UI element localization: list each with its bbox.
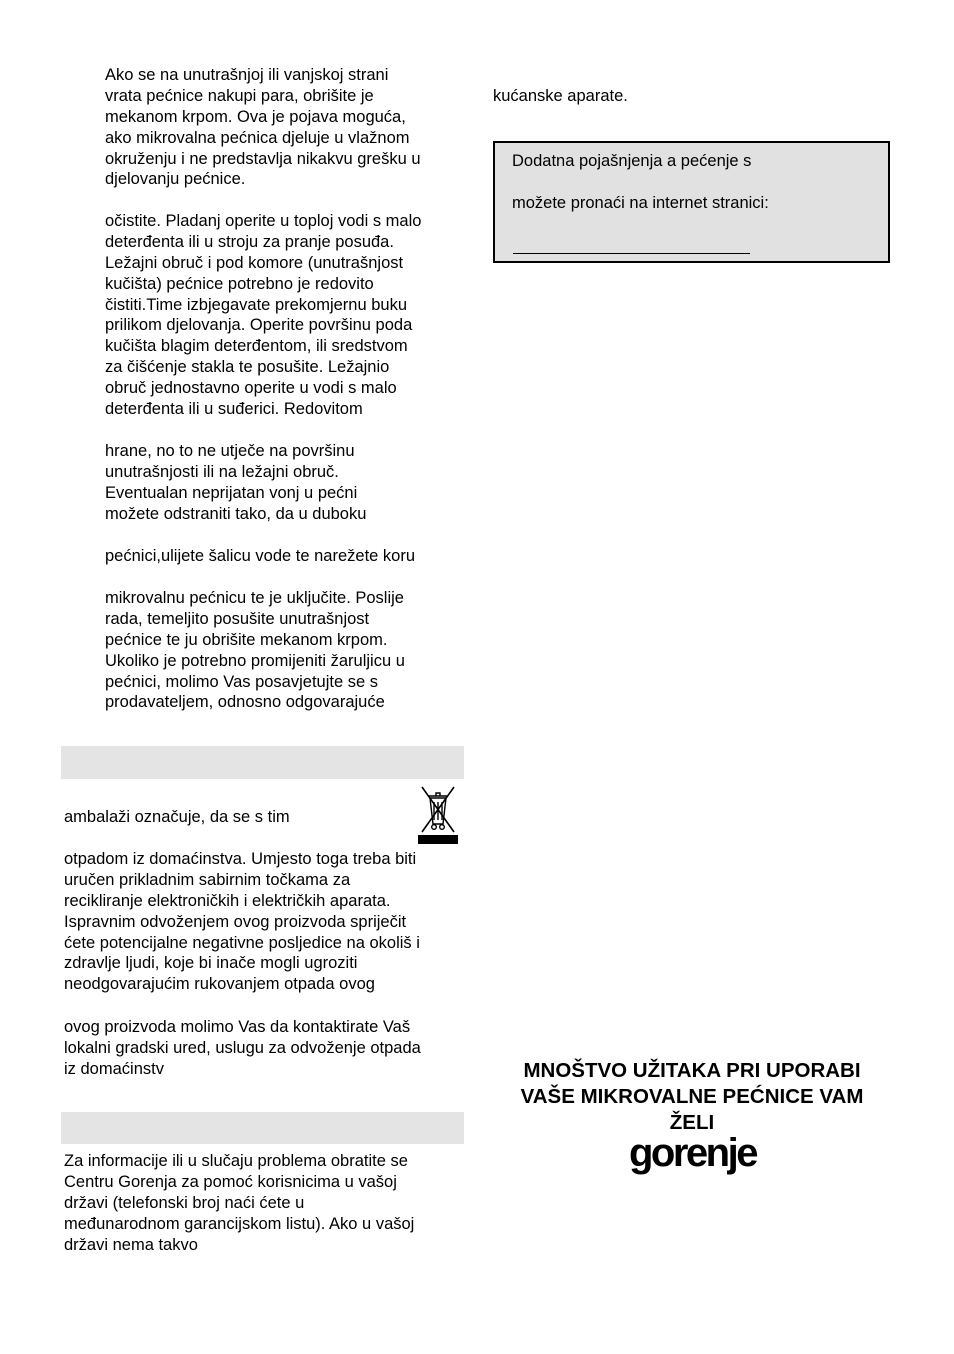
- text-line: za čišćenje stakla te posušite. Ležajnio: [105, 358, 390, 377]
- section-header-band: [61, 1112, 464, 1144]
- text-line: rada, temeljito posušite unutrašnjost: [105, 609, 370, 628]
- continued-text: [493, 86, 628, 107]
- text-line: ako mikrovalna pećnica djeluje u vlažnom: [105, 128, 410, 147]
- text-line: uručen prikladnim sabirnim točkama za: [64, 870, 351, 889]
- text-line: djelovanju pećnice.: [105, 170, 246, 189]
- text-line: međunarodnom garancijskom listu). Ako u vašoj: [64, 1214, 415, 1233]
- text-line: pećnici,ulijete šalicu vode te narežete koru: [105, 547, 416, 565]
- text-line: Ispravnim odvoženjem ovog proizvoda spriječit: [64, 912, 407, 931]
- text-line: državi nema takvo: [64, 1235, 198, 1254]
- bulb-paragraph: [105, 588, 405, 713]
- text-line: recikliranje elektroničkih i električkih aparata.: [64, 891, 391, 910]
- text-line: ćete potencijalne negativne posljedice na okoliš i: [64, 933, 420, 952]
- info-box-line: Dodatna pojašnjenja a pećenje s: [512, 152, 752, 170]
- gorenje-logo: gorenje: [629, 1131, 756, 1175]
- text-line: kučišta) pećnice potrebno je redovito: [105, 274, 374, 293]
- text-line: pećnici, molimo Vas posavjetujte se s: [105, 672, 378, 691]
- url-placeholder-line: [513, 253, 750, 254]
- text-line: prodavateljem, odnosno odgovarajuće: [105, 693, 385, 712]
- text-line: neodgovarajućim rukovanjem otpada ovog: [64, 975, 375, 994]
- text-line: Ukoliko je potrebno promijeniti žaruljicu u: [105, 651, 405, 670]
- text-line: iz domaćinstv: [64, 1059, 164, 1078]
- text-line: otpadom iz domaćinstva. Umjesto toga treba biti: [64, 850, 417, 868]
- text-line: Ako se na unutrašnjoj ili vanjskoj strani: [105, 66, 389, 84]
- cleaning-paragraph: [105, 211, 421, 420]
- text-line: kučišta blagim deterđentom, ili sredstvom: [105, 337, 408, 356]
- text-line: možete odstraniti tako, da u duboku: [105, 504, 367, 523]
- section-header-band: [61, 746, 464, 779]
- text-line: Za informacije ili u slučaju problema obratite se: [64, 1152, 408, 1170]
- text-line: Eventualan neprijatan vonj u pećni: [105, 483, 358, 502]
- text-line: Centru Gorenja za pomoć korisnicima u vašoj: [64, 1172, 397, 1191]
- text-line: zdravlje ljudi, koje bi inače mogli ugroziti: [64, 954, 358, 973]
- text-line: kućanske aparate.: [493, 87, 628, 105]
- text-line: obruč jednostavno operite u vodi s malo: [105, 379, 397, 398]
- info-box-line: možete pronaći na internet stranici:: [512, 194, 769, 212]
- text-line: unutrašnjosti ili na ležajni obruč.: [105, 462, 339, 481]
- text-line: čistiti.Time izbjegavate prekomjernu buku: [105, 295, 408, 314]
- text-line: ambalaži označuje, da se s tim: [64, 808, 290, 826]
- disposal-paragraph: [64, 849, 420, 995]
- text-line: očistite. Pladanj operite u toploj vodi s malo: [105, 212, 422, 230]
- text-line: ovog proizvoda molimo Vas da kontaktirate Vaš: [64, 1018, 411, 1036]
- text-line: deterđenta ili u stroju za pranje posuđa.: [105, 232, 394, 251]
- closing-message: [494, 1058, 890, 1136]
- local-office-paragraph: [64, 1017, 421, 1080]
- text-line: prilikom djelovanja. Operite površinu poda: [105, 316, 413, 335]
- lemon-paragraph: [105, 546, 415, 567]
- closing-line: ŽELI: [669, 1111, 715, 1134]
- text-line: deterđenta ili u suđerici. Redovitom: [105, 400, 363, 419]
- odor-paragraph: [105, 441, 366, 525]
- text-line: okruženju i ne predstavlja nikakvu grešku u: [105, 149, 421, 168]
- text-line: Ležajni obruč i pod komore (unutrašnjost: [105, 253, 404, 272]
- info-box: [493, 141, 890, 263]
- crossed-out-wheelie-bin-icon: [416, 784, 460, 846]
- text-line: mekanom krpom. Ova je pojava moguća,: [105, 107, 406, 126]
- closing-line: MNOŠTVO UŽITAKA PRI UPORABI: [523, 1059, 861, 1082]
- text-line: hrane, no to ne utječe na površinu: [105, 442, 355, 460]
- text-line: državi (telefonski broj naći ćete u: [64, 1193, 305, 1212]
- text-line: mikrovalnu pećnicu te je uključite. Poslije: [105, 589, 404, 607]
- packaging-paragraph: [64, 807, 290, 828]
- text-line: vrata pećnice nakupi para, obrišite je: [105, 86, 374, 105]
- text-line: pećnice te ju obrišite mekanom krpom.: [105, 630, 388, 649]
- support-paragraph: [64, 1151, 414, 1255]
- text-line: lokalni gradski ured, uslugu za odvoženje otpada: [64, 1038, 421, 1057]
- microwave-steam-paragraph: [105, 65, 421, 190]
- closing-line: VAŠE MIKROVALNE PEĆNICE VAM: [520, 1085, 864, 1108]
